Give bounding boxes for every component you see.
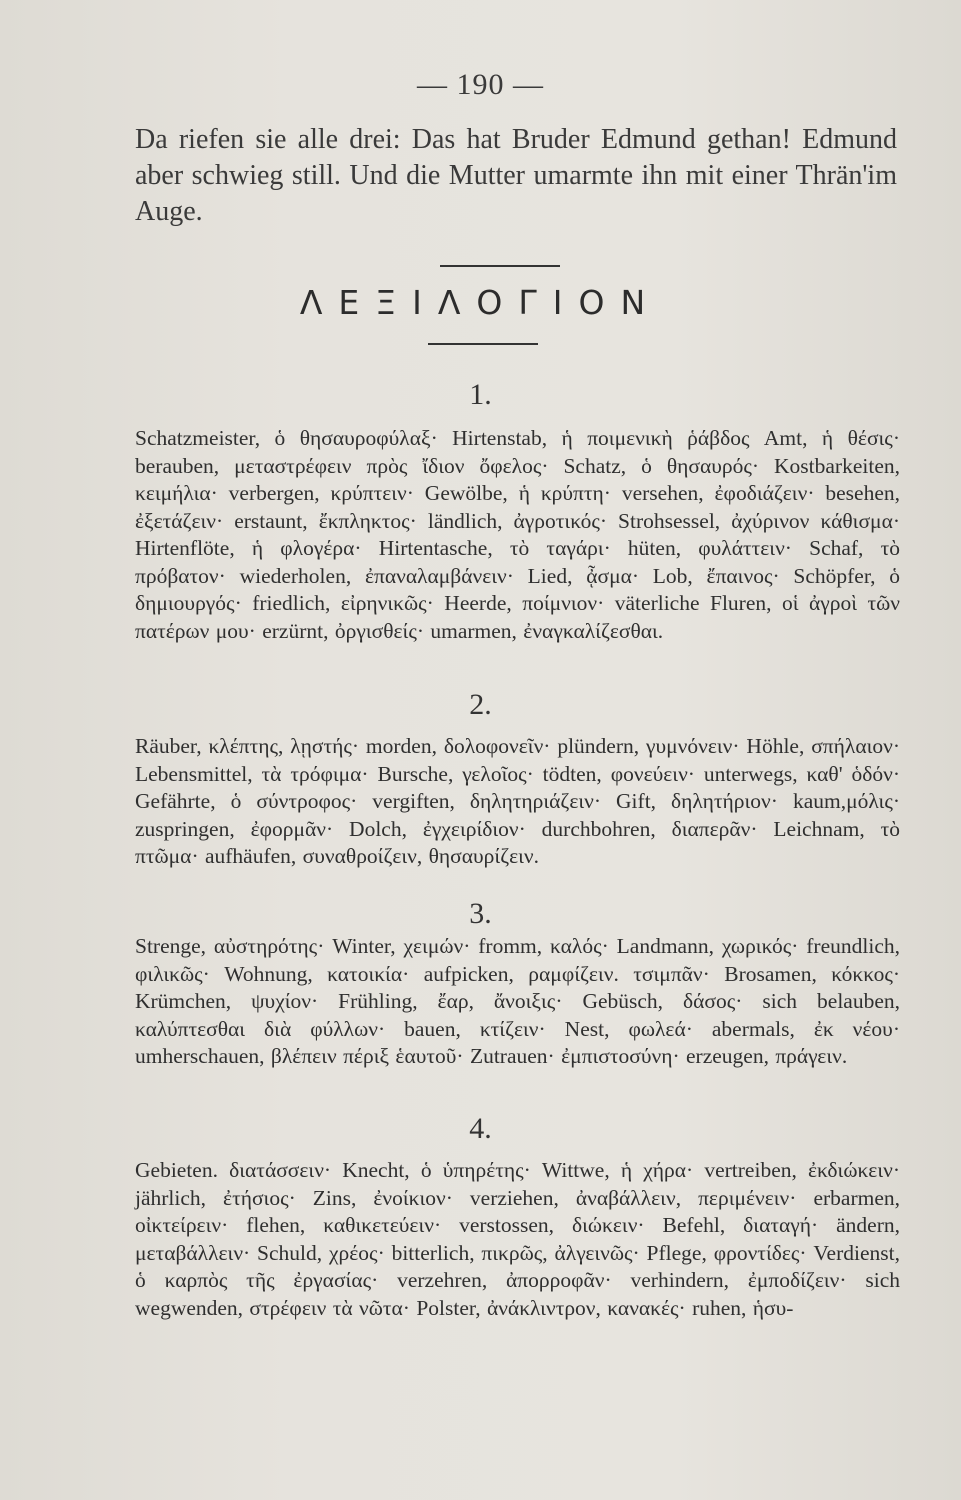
- divider-bottom: [428, 343, 538, 345]
- divider-top: [440, 265, 560, 267]
- section-text-4: Gebieten. διατάσσειν· Knecht, ὁ ὑπηρέτης· Wittwe, ἡ χήρα· vertreiben, ἐκδιώκειν· jährlich, ἐτήσιος· Zins, ἐνοίκιον· verziehen, ἀναβάλλειν, περιμένειν· erbarmen, οἰκτείρειν· flehen, καθικετεύειν· verstossen, διώκειν· Befehl, διαταγή· ändern, μεταβάλλειν· Schuld, χρέος· bitterlich, πικρῶς, ἀλγεινῶς· Pflege, φροντίδες· Verdienst, ὁ καρπὸς τῆς ἐργασίας· verzehren, ἀπορροφᾶν· verhindern, ἐμποδίζειν· sich wegwenden, στρέφειν τὰ νῶτα· Polster, ἀνάκλιντρον, κανακές· ruhen, ἡσυ-: [135, 1158, 900, 1320]
- section-number-3: 3.: [469, 897, 492, 930]
- section-number-4: 4.: [469, 1112, 492, 1145]
- section-number-1: 1.: [469, 378, 492, 411]
- glossary-heading: ΛΕΞΙΛΟΓΙΟΝ: [299, 283, 662, 322]
- section-text-1: Schatzmeister, ὁ θησαυροφύλαξ· Hirtenstab, ἡ ποιμενικὴ ῥάβδος Amt, ἡ θέσις· berauben, μεταστρέφειν πρὸς ἴδιον ὄφελος· Schatz, ὁ θησαυρός· Kostbarkeiten, κειμήλια· verbergen, κρύπτειν· Gewölbe, ἡ κρύπτη· versehen, ἐφοδιάζειν· besehen, ἐξετάζειν· erstaunt, ἔκπληκτος· ländlich, ἀγροτικός· Strohsessel, ἀχύρινον κάθισμα· Hirtenflöte, ἡ φλογέρα· Hirtentasche, τὸ ταγάρι· hüten, φυλάττειν· Schaf, τὸ πρόβατον· wiederholen, ἐπαναλαμβάνειν· Lied, ᾆσμα· Lob, ἔπαινος· Schöpfer, ὁ δημιουργός· friedlich, εἰρηνικῶς· Heerde, ποίμνιον· väterliche Fluren, οἱ ἀγροὶ τῶν πατέρων μου· erzürnt, ὀργισθείς· umarmen, ἐναγκαλίζεσθαι.: [135, 426, 900, 643]
- section-text-3: Strenge, αὐστηρότης· Winter, χειμών· fromm, καλός· Landmann, χωρικός· freundlich, φιλικῶς· Wohnung, κατοικία· aufpicken, ραμφίζειν. τσιμπᾶν· Brosamen, κόκκος· Krümchen, ψυχίον· Frühling, ἔαρ, ἄνοιξις· Gebüsch, δάσος· sich belauben, καλύπτεσθαι διὰ φύλλων· bauen, κτίζειν· Nest, φωλεά· abermals, ἐκ νέου· umherschauen, βλέπειν πέριξ ἑαυτοῦ· Zutrauen· ἐμπιστοσύνη· erzeugen, πράγειν.: [135, 934, 900, 1068]
- intro-text: Da riefen sie alle drei: Das hat Bruder Edmund gethan! Edmund aber schwieg still. Und die Mutter umarmte ihn mit einer Thrän'im Auge.: [135, 124, 897, 227]
- page-number: — 190 —: [417, 68, 544, 101]
- section-number-2: 2.: [469, 688, 492, 721]
- section-text-2: Räuber, κλέπτης, λῃστής· morden, δολοφονεῖν· plündern, γυμνόνειν· Höhle, σπήλαιον· Lebensmittel, τὰ τρόφιμα· Bursche, γελοῖος· tödten, φονεύειν· unterwegs, καθ' ὁδόν· Gefährte, ὁ σύντροφος· vergiften, δηλητηριάζειν· Gift, δηλητήριον· kaum,μόλις· zuspringen, ἐφορμᾶν· Dolch, ἐγχειρίδιον· durchbohren, διαπερᾶν· Leichnam, τὸ πτῶμα· aufhäufen, συναθροίζειν, θησαυρίζειν.: [135, 734, 900, 868]
- intro-paragraph: [135, 122, 897, 230]
